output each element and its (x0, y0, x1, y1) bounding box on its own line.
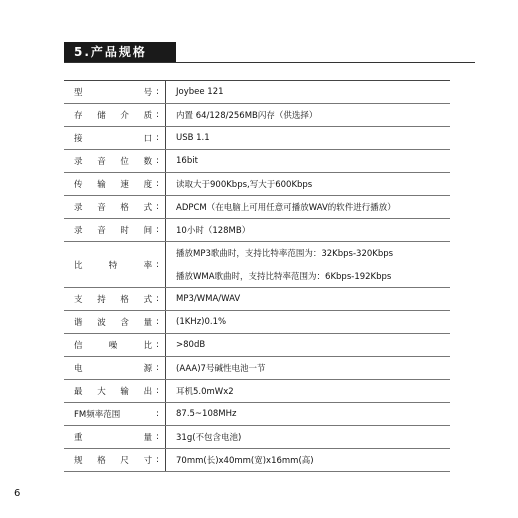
spec-value-line: 耳机5.0mWx2 (176, 387, 234, 397)
spec-label-char: 格 (97, 456, 106, 466)
spec-label-colon: : (156, 455, 159, 465)
spec-value (166, 127, 450, 149)
spec-label-colon: : (156, 110, 159, 120)
spec-label (64, 127, 166, 149)
spec-label-colon: : (156, 432, 159, 442)
spec-label-char: 录 (74, 226, 83, 236)
spec-value-line: USB 1.1 (176, 133, 210, 143)
spec-label-text (74, 454, 152, 466)
spec-row (64, 196, 450, 219)
spec-label-colon: : (156, 225, 159, 235)
spec-label (64, 311, 166, 333)
spec-label-char: 源 (143, 364, 153, 374)
spec-label-char: 量 (143, 318, 153, 328)
spec-row (64, 403, 450, 426)
spec-value-line: 读取大于900Kbps,写大于600Kbps (176, 180, 313, 190)
spec-label-colon: : (156, 294, 159, 304)
spec-value (166, 357, 450, 379)
spec-label-char: 噪 (108, 341, 118, 351)
spec-label-char: 度 (143, 180, 153, 190)
spec-label-char: 持 (97, 295, 106, 305)
spec-label (64, 81, 166, 103)
spec-label-char: 储 (97, 111, 106, 121)
spec-row (64, 127, 450, 150)
spec-label-char: 音 (97, 226, 106, 236)
spec-value (166, 173, 450, 195)
spec-label-char: 支 (74, 295, 83, 305)
spec-label-char: 介 (120, 111, 129, 121)
spec-label-char: 号 (143, 88, 153, 98)
spec-label-char: 量 (143, 433, 153, 443)
spec-row (64, 311, 450, 334)
spec-value-line: 播放WMA歌曲时，支持比特率范围为：6Kbps-192Kbps (176, 271, 392, 282)
spec-label-char: 型 (74, 88, 83, 98)
spec-label-text (74, 385, 152, 397)
spec-value (166, 426, 450, 448)
spec-label-colon: : (156, 409, 159, 419)
spec-value-line: 播放MP3歌曲时，支持比特率范围为：32Kbps-320Kbps (176, 249, 394, 260)
spec-value-line: (1KHz)0.1% (176, 317, 227, 327)
spec-label-text (74, 109, 152, 121)
spec-label (64, 196, 166, 218)
spec-row (64, 357, 450, 380)
spec-label-colon: : (156, 156, 159, 166)
spec-value (166, 288, 450, 310)
spec-label-char: 口 (143, 134, 153, 144)
spec-label-colon: : (156, 133, 159, 143)
spec-label-char: 录 (74, 157, 83, 167)
header-divider (64, 62, 475, 63)
spec-value-line: 31g(不包含电池) (176, 433, 242, 443)
section-title: 5.产品规格 (64, 42, 176, 62)
spec-label-text (74, 408, 152, 420)
spec-label (64, 380, 166, 402)
spec-value (166, 311, 450, 333)
spec-value-line: 内置 64/128/256MB闪存（供选择） (176, 111, 318, 121)
spec-label-colon: : (156, 363, 159, 373)
spec-row (64, 242, 450, 288)
page-number: 6 (14, 488, 21, 499)
spec-label-text (74, 316, 152, 328)
spec-label-char: 格 (120, 295, 129, 305)
spec-row (64, 426, 450, 449)
spec-label (64, 357, 166, 379)
spec-label-text (74, 201, 152, 213)
spec-label-char: 数 (143, 157, 153, 167)
spec-value-line: (AAA)7号碱性电池一节 (176, 364, 266, 374)
spec-label-char: 波 (97, 318, 106, 328)
spec-label (64, 173, 166, 195)
spec-label-text (74, 86, 152, 98)
spec-label-char: 接 (74, 134, 83, 144)
spec-value-line: ADPCM（在电脑上可用任意可播放WAV的软件进行播放） (176, 203, 396, 213)
spec-value (166, 380, 450, 402)
spec-label-char: 录 (74, 203, 83, 213)
spec-value (166, 403, 450, 425)
spec-value (166, 449, 450, 471)
spec-label-char: 输 (97, 180, 106, 190)
spec-row (64, 150, 450, 173)
spec-label-colon: : (156, 317, 159, 327)
spec-value (166, 104, 450, 126)
spec-label (64, 150, 166, 172)
spec-value-line: Joybee 121 (176, 87, 224, 97)
spec-label-char: 传 (74, 180, 83, 190)
spec-value (166, 196, 450, 218)
spec-label (64, 104, 166, 126)
spec-label-char: 规 (74, 456, 83, 466)
spec-label-colon: : (156, 179, 159, 189)
spec-label-text (74, 293, 152, 305)
spec-label-char: 电 (74, 364, 83, 374)
spec-value (166, 242, 450, 287)
spec-value (166, 81, 450, 103)
spec-label-colon: : (156, 202, 159, 212)
spec-label-char: 特 (108, 260, 118, 271)
spec-label (64, 334, 166, 356)
spec-value-line: 70mm(长)x40mm(宽)x16mm(高) (176, 456, 314, 466)
spec-label-char: 比 (143, 341, 153, 351)
spec-label-colon: : (156, 87, 159, 97)
spec-label (64, 288, 166, 310)
spec-label-char: 率 (143, 260, 153, 271)
spec-label-text (74, 259, 152, 271)
spec-label-char: 位 (120, 157, 129, 167)
spec-value-line: MP3/WMA/WAV (176, 294, 241, 304)
spec-label (64, 426, 166, 448)
spec-label-char: 比 (74, 260, 83, 271)
spec-label-char: 时 (120, 226, 129, 236)
spec-label-char: 质 (143, 111, 153, 121)
spec-label-char: 信 (74, 341, 83, 351)
spec-label-char: 式 (143, 203, 153, 213)
spec-label-char: 式 (143, 295, 153, 305)
spec-label-char: 输 (120, 387, 129, 397)
spec-label-text (74, 224, 152, 236)
spec-row (64, 288, 450, 311)
spec-label-char: 存 (74, 111, 83, 121)
spec-value (166, 334, 450, 356)
spec-label-char: 音 (97, 203, 106, 213)
spec-label-colon: : (156, 259, 159, 270)
spec-row (64, 334, 450, 357)
spec-value (166, 219, 450, 241)
spec-row (64, 104, 450, 127)
spec-value-line: 10小时（128MB） (176, 226, 251, 236)
spec-row (64, 219, 450, 242)
spec-value (166, 150, 450, 172)
spec-label-char: 最 (74, 387, 83, 397)
spec-value-line: 16bit (176, 156, 198, 166)
spec-label-text (74, 431, 152, 443)
spec-label-char: 重 (74, 433, 83, 443)
spec-value-line: >80dB (176, 340, 206, 350)
spec-value-line: 87.5~108MHz (176, 409, 237, 419)
spec-label-char: 速 (120, 180, 129, 190)
spec-row (64, 81, 450, 104)
spec-label-char: 间 (143, 226, 153, 236)
spec-row (64, 380, 450, 403)
spec-label-char: 尺 (120, 456, 129, 466)
spec-row (64, 173, 450, 196)
spec-label-text (74, 155, 152, 167)
spec-label-colon: : (156, 386, 159, 396)
spec-label-char: 谐 (74, 318, 83, 328)
spec-label-char: 大 (97, 387, 106, 397)
spec-label (64, 242, 166, 287)
spec-label (64, 449, 166, 471)
spec-row (64, 449, 450, 472)
spec-label-char: FM频率范围 (74, 410, 121, 420)
spec-label-text (74, 339, 152, 351)
spec-label-char: 含 (120, 318, 129, 328)
spec-label (64, 403, 166, 425)
spec-label-text (74, 178, 152, 190)
spec-table (64, 80, 450, 472)
spec-label-text (74, 132, 152, 144)
spec-label-char: 出 (143, 387, 153, 397)
spec-label-char: 音 (97, 157, 106, 167)
spec-label (64, 219, 166, 241)
spec-label-colon: : (156, 340, 159, 350)
spec-label-char: 寸 (143, 456, 153, 466)
spec-label-text (74, 362, 152, 374)
spec-label-char: 格 (120, 203, 129, 213)
